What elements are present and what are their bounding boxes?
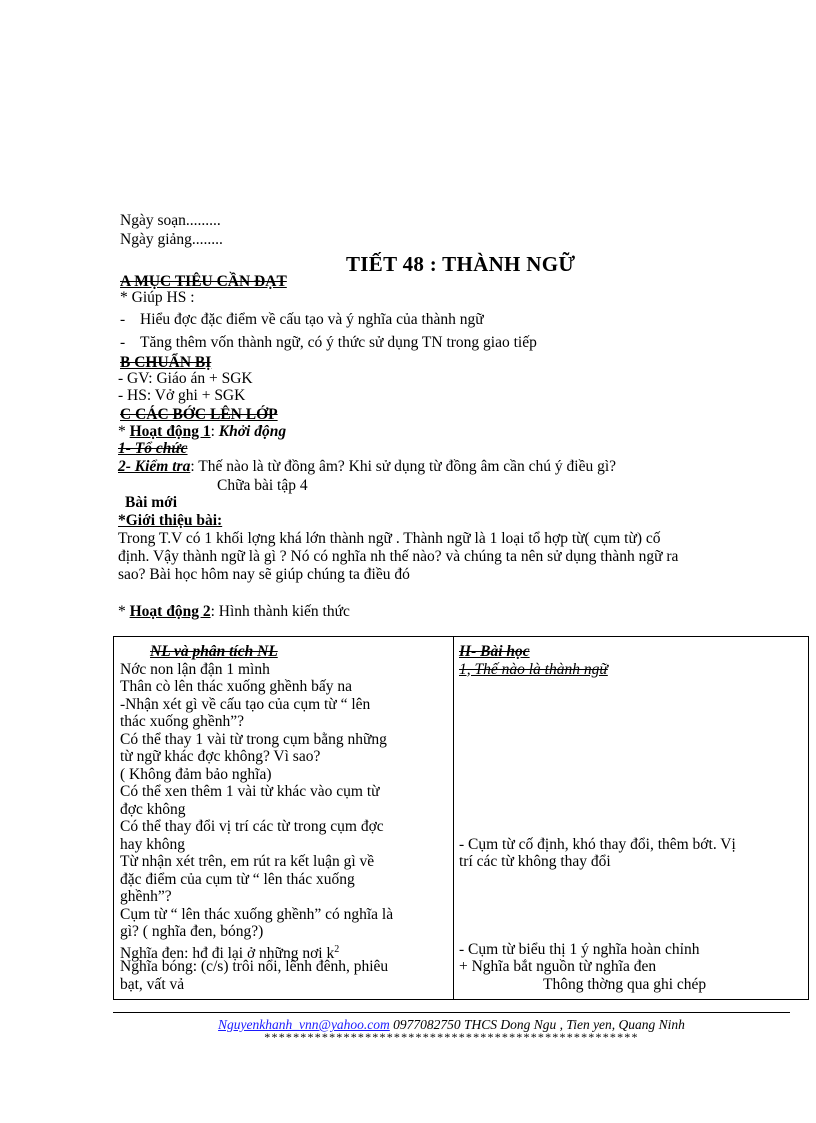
left-heading: NL và phân tích NL [150, 643, 278, 660]
page-title: TIẾT 48 : THÀNH NGỮ [346, 252, 576, 276]
right-line: + Nghĩa bắt nguồn từ nghĩa đen [459, 958, 657, 975]
kiem-tra-text-2: Chữa bài tập 4 [217, 477, 308, 494]
ngay-soan: Ngày soạn......... [120, 212, 221, 229]
bullet-text: Tăng thêm vốn thành ngữ, có ý thức sử dụng TN trong giao tiếp [140, 334, 537, 351]
left-line: từ ngữ khác đợc không? Vì sao? [120, 748, 321, 765]
hd2-text: : Hình thành kiến thức [210, 603, 350, 620]
intro-line-2: định. Vậy thành ngữ là gì ? Nó có nghĩa nh thế nào? và chúng ta nên sử dụng thành ngữ ra [118, 548, 679, 565]
kiem-tra-label: 2- Kiểm tra [118, 458, 191, 475]
left-line: Thân cò lên thác xuống ghềnh bấy na [120, 678, 352, 695]
left-line: gì? ( nghĩa đen, bóng?) [120, 923, 264, 940]
left-line-with-sup [120, 941, 450, 962]
section-b-line-1: - GV: Giáo án + SGK [118, 370, 253, 387]
section-a-bullet-2 [120, 334, 537, 351]
superscript: 2 [334, 943, 340, 955]
section-c-heading: C CÁC BỚC LÊN LỚP [120, 406, 278, 423]
section-b-heading: B CHUẨN BỊ [120, 354, 212, 371]
hd2-label: Hoạt động 2 [129, 603, 211, 620]
ngay-giang: Ngày giảng........ [120, 231, 223, 248]
hd1-prefix: * [118, 423, 130, 440]
left-line-text: Nghĩa đen: hđ đi lại ở những nơi k [120, 944, 335, 962]
bullet-mark: - [120, 311, 126, 328]
hd1-sep: : [210, 423, 219, 440]
left-line: Nớc non lận đận 1 mình [120, 660, 270, 678]
gioi-thieu-bai: *Giới thiệu bài: [118, 512, 223, 529]
lesson-table [113, 636, 809, 1000]
left-line: Cụm từ “ lên thác xuống ghềnh” có nghĩa là [120, 905, 394, 923]
left-line: ( Không đảm bảo nghĩa) [120, 765, 272, 783]
section-a-intro: * Giúp HS : [120, 289, 195, 306]
hd1-title: Khởi động [218, 423, 287, 440]
footer-rule [113, 1012, 790, 1013]
hoat-dong-1 [118, 423, 286, 440]
section-b-line-2: - HS: Vở ghi + SGK [118, 387, 246, 404]
section-a-bullet-1 [120, 311, 484, 328]
left-line: -Nhận xét gì về cấu tạo của cụm từ “ lên [120, 695, 371, 713]
left-column [120, 643, 450, 993]
bullet-text: Hiểu đợc đặc điểm về cấu tạo và ý nghĩa của thành ngữ [140, 311, 484, 328]
left-line: bạt, vất vả [120, 975, 185, 993]
column-divider [453, 637, 454, 999]
left-line: thác xuống ghềnh”? [120, 713, 244, 730]
left-line: đặc điểm của cụm từ “ lên thác xuống [120, 870, 355, 888]
footer-email-link[interactable]: Nguyenkhanh_vnn@yahoo.com [218, 1017, 390, 1032]
hd2-prefix: * [118, 603, 130, 620]
left-line: hay không [120, 835, 186, 853]
section-a-heading: A MỤC TIÊU CẦN ĐẠT [120, 273, 287, 290]
bai-moi: Bài mới [125, 494, 178, 511]
right-heading: II- Bài học [459, 643, 530, 660]
left-line: Có thể xen thêm 1 vài từ khác vào cụm từ [120, 783, 380, 800]
hoat-dong-2 [118, 603, 350, 620]
right-line: - Cụm từ cố định, khó thay đổi, thêm bớt. Vị [459, 835, 736, 853]
bullet-mark: - [120, 334, 126, 351]
footer-stars: **************************************************** [264, 1030, 639, 1044]
right-line: Thông thờng qua ghi chép [543, 975, 707, 993]
left-line: Có thể thay 1 vài từ trong cụm bằng những [120, 730, 387, 748]
to-chuc: 1- Tổ chức [118, 440, 188, 457]
left-line: Nghĩa bóng: (c/s) trôi nổi, lênh đênh, phiêu [120, 958, 389, 975]
intro-line-3: sao? Bài học hôm nay sẽ giúp chúng ta điều đó [118, 566, 410, 583]
hd1-label: Hoạt động 1 [129, 423, 211, 440]
intro-line-1: Trong T.V có 1 khối lợng khá lớn thành ngữ . Thành ngữ là 1 loại tổ hợp từ( cụm từ) cố [118, 530, 661, 547]
footer-text: 0977082750 THCS Dong Ngu , Tien yen, Quang Ninh [389, 1017, 685, 1032]
left-line: Có thể thay đổi vị trí các từ trong cụm đợc [120, 818, 384, 835]
right-line: trí các từ không thay đổi [459, 853, 611, 870]
left-line: ghềnh”? [120, 888, 172, 905]
left-line: Từ nhận xét trên, em rút ra kết luận gì về [120, 853, 375, 870]
right-line: - Cụm từ biểu thị 1 ý nghĩa hoàn chỉnh [459, 940, 700, 958]
left-line: đợc không [120, 800, 186, 818]
kiem-tra [118, 458, 616, 475]
right-column [459, 643, 804, 993]
right-subheading: 1, Thế nào là thành ngữ [459, 660, 608, 678]
kiem-tra-text: : Thế nào là từ đồng âm? Khi sử dụng từ đồng âm cần chú ý điều gì? [190, 458, 617, 475]
